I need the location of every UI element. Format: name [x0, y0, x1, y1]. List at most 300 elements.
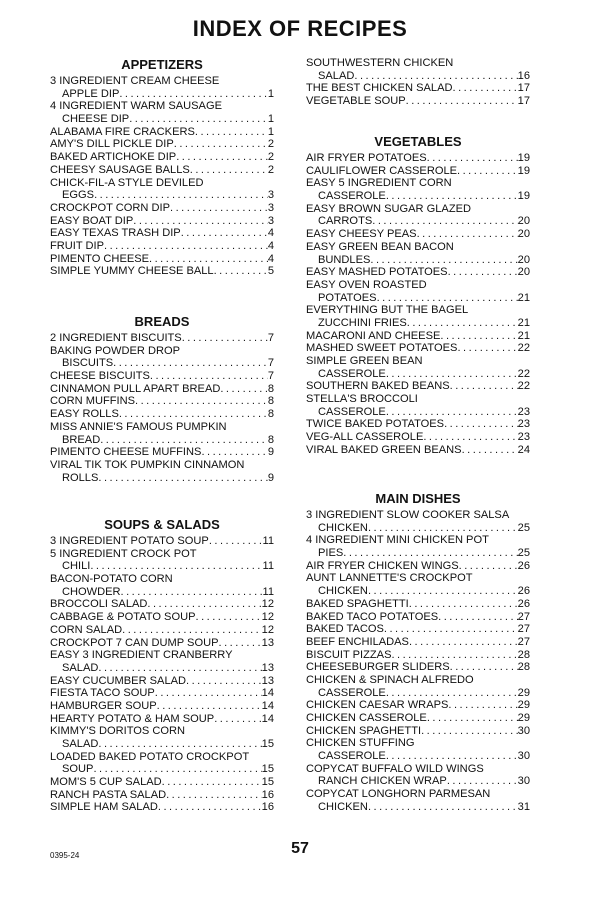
dot-leader	[181, 227, 268, 240]
section-breads	[50, 312, 274, 484]
recipe-line	[306, 611, 530, 624]
recipe-line	[50, 637, 274, 650]
recipe-line	[50, 700, 274, 713]
recipe-name: BUNDLES	[318, 253, 371, 266]
recipe-entry	[50, 408, 274, 421]
recipe-name: CABBAGE & POTATO SOUP	[50, 611, 196, 624]
recipe-line	[306, 444, 530, 457]
recipe-page: 2	[267, 138, 274, 151]
dot-leader	[147, 598, 261, 611]
recipe-name: CASSEROLE	[318, 405, 386, 418]
recipe-entry	[306, 152, 530, 165]
dot-leader	[214, 265, 268, 278]
dot-leader	[196, 611, 262, 624]
dot-leader	[343, 547, 517, 560]
recipe-entry	[306, 57, 530, 82]
recipe-entry	[50, 227, 274, 240]
recipe-line	[50, 713, 274, 726]
recipe-entry	[306, 241, 530, 266]
dot-leader	[122, 624, 262, 637]
recipe-entry	[306, 431, 530, 444]
recipe-entry	[306, 534, 530, 559]
recipe-name: BEEF ENCHILADAS	[306, 635, 409, 648]
recipe-page: 7	[267, 332, 274, 344]
recipe-entry	[50, 138, 274, 151]
dot-leader	[427, 712, 518, 725]
recipe-entry	[50, 637, 274, 650]
recipe-line	[306, 534, 530, 547]
recipe-page: 12	[261, 598, 274, 611]
recipe-line	[50, 408, 274, 421]
dot-leader	[100, 434, 268, 447]
recipe-line	[50, 751, 274, 764]
recipe-page: 3	[267, 214, 274, 227]
recipe-line	[306, 215, 530, 228]
recipe-line	[306, 687, 530, 700]
recipe-line	[306, 304, 530, 317]
recipe-entry	[306, 165, 530, 178]
recipe-page: 30	[517, 724, 530, 737]
recipe-page: 22	[517, 367, 530, 380]
recipe-line	[306, 368, 530, 381]
recipe-name: COPYCAT BUFFALO WILD WINGS	[306, 762, 484, 775]
recipe-line	[306, 190, 530, 203]
dot-leader	[368, 522, 518, 535]
recipe-line	[50, 624, 274, 637]
recipe-line	[306, 775, 530, 788]
recipe-line	[306, 661, 530, 674]
recipe-line	[306, 431, 530, 444]
recipe-entry	[50, 75, 274, 100]
recipe-name: CINNAMON PULL APART BREAD	[50, 382, 221, 395]
recipe-page: 26	[517, 597, 530, 610]
recipe-page: 28	[517, 648, 530, 661]
dot-leader	[135, 395, 268, 408]
recipe-name: EVERYTHING BUT THE BAGEL	[306, 304, 469, 317]
recipe-entry	[306, 598, 530, 611]
recipe-name: KIMMY'S DORITOS CORN	[50, 725, 186, 738]
recipe-name: ALABAMA FIRE CRACKERS	[50, 125, 195, 138]
recipe-line	[306, 572, 530, 585]
dot-leader	[444, 418, 518, 431]
dot-leader	[149, 253, 268, 266]
print-code: 0395-24	[50, 851, 80, 860]
recipe-page: 28	[517, 661, 530, 674]
recipe-page: 16	[261, 801, 274, 814]
recipe-line	[306, 57, 530, 70]
recipe-line	[306, 266, 530, 279]
recipe-line	[50, 189, 274, 202]
recipe-line	[50, 345, 274, 358]
dot-leader	[457, 342, 517, 355]
recipe-page: 19	[517, 164, 530, 177]
recipe-page: 8	[267, 382, 274, 395]
recipe-name: EASY TEXAS TRASH DIP	[50, 227, 181, 240]
recipe-entry	[306, 355, 530, 380]
recipe-line	[306, 623, 530, 636]
recipe-line	[50, 395, 274, 408]
recipe-line	[306, 228, 530, 241]
recipe-page: 11	[262, 585, 274, 598]
recipe-entry	[306, 330, 530, 343]
recipe-name: 5 INGREDIENT CROCK POT	[50, 547, 197, 560]
recipe-name: EASY 5 INGREDIENT CORN	[306, 177, 452, 190]
recipe-page: 15	[261, 776, 274, 789]
recipe-page: 7	[267, 357, 274, 370]
recipe-line	[306, 82, 530, 95]
recipe-entry	[306, 177, 530, 202]
recipe-name: BAKED TACO POTATOES	[306, 610, 439, 623]
recipe-entry	[50, 535, 274, 548]
recipe-line	[50, 434, 274, 447]
recipe-page: 21	[517, 291, 530, 304]
recipe-line	[306, 70, 530, 83]
recipe-name: CHEESY SAUSAGE BALLS	[50, 163, 190, 176]
recipe-line	[50, 662, 274, 675]
recipe-line	[306, 406, 530, 419]
dot-leader	[440, 330, 517, 343]
section-main-dishes	[306, 489, 530, 814]
recipe-line	[50, 370, 274, 383]
dot-leader	[450, 380, 518, 393]
recipe-line	[50, 151, 274, 164]
recipe-name: CROCKPOT 7 CAN DUMP SOUP	[50, 636, 219, 649]
recipe-name: AIR FRYER CHICKEN WINGS	[306, 559, 459, 572]
recipe-entry	[306, 560, 530, 573]
recipe-name: PIMENTO CHEESE MUFFINS	[50, 446, 202, 459]
recipe-name: EASY ROLLS	[50, 408, 119, 421]
recipe-name: BISCUIT PIZZAS	[306, 648, 392, 661]
dot-leader	[98, 472, 267, 485]
recipe-line	[306, 725, 530, 738]
recipe-name: EASY BOAT DIP	[50, 214, 134, 227]
dot-leader	[453, 82, 518, 95]
dot-leader	[406, 95, 518, 108]
recipe-name: CHICKEN SPAGHETTI	[306, 724, 422, 737]
recipe-entry	[306, 228, 530, 241]
recipe-line	[50, 88, 274, 101]
recipe-name: BAKED ARTICHOKE DIP	[50, 151, 177, 164]
recipe-page: 25	[517, 547, 530, 560]
dot-leader	[368, 585, 518, 598]
recipe-entry	[306, 649, 530, 662]
recipe-page: 17	[517, 95, 530, 108]
recipe-page: 23	[517, 405, 530, 418]
recipe-name: EASY MASHED POTATOES	[306, 266, 448, 279]
recipe-line	[50, 776, 274, 789]
recipe-line	[306, 254, 530, 267]
page-number: 57	[291, 840, 309, 857]
dot-leader	[421, 725, 518, 738]
recipe-line	[50, 548, 274, 561]
recipe-name: CHEESEBURGER SLIDERS	[306, 661, 450, 674]
recipe-line	[306, 598, 530, 611]
recipe-line	[50, 202, 274, 215]
recipe-line	[50, 332, 274, 345]
recipe-name: 3 INGREDIENT POTATO SOUP	[50, 535, 209, 547]
recipe-line	[306, 330, 530, 343]
recipe-page: 11	[262, 535, 274, 547]
dot-leader	[186, 675, 262, 688]
recipe-entry	[50, 164, 274, 177]
recipe-name: SOUP	[62, 763, 94, 776]
recipe-name: TWICE BAKED POTATOES	[306, 418, 445, 431]
recipe-name: BACON-POTATO CORN	[50, 573, 173, 586]
recipe-entry	[50, 548, 274, 573]
recipe-entry	[50, 265, 274, 278]
dot-leader	[158, 801, 262, 814]
section-heading: BREADS	[134, 314, 190, 329]
recipe-line	[306, 509, 530, 522]
recipe-page: 1	[267, 113, 274, 126]
recipe-name: SIMPLE YUMMY CHEESE BALL	[50, 265, 214, 278]
dot-leader	[462, 444, 518, 457]
recipe-page: 20	[517, 266, 530, 279]
recipe-name: BROCCOLI SALAD	[50, 598, 148, 611]
dot-leader	[407, 317, 518, 330]
recipe-name: SALAD	[62, 738, 99, 750]
recipe-name: CASSEROLE	[318, 686, 386, 699]
recipe-line	[306, 522, 530, 535]
recipe-name: MISS ANNIE'S FAMOUS PUMPKIN	[50, 420, 227, 433]
dot-leader	[157, 700, 262, 713]
recipe-name: 3 INGREDIENT CREAM CHEESE	[50, 75, 220, 87]
recipe-name: CAULIFLOWER CASSEROLE	[306, 164, 458, 177]
recipe-line	[306, 560, 530, 573]
recipe-page: 13	[261, 674, 274, 687]
dot-leader	[386, 406, 518, 419]
recipe-line	[306, 95, 530, 108]
dot-leader	[391, 649, 517, 662]
recipe-page: 1	[267, 87, 274, 100]
recipe-name: AMY'S DILL PICKLE DIP	[50, 138, 174, 151]
recipe-name: VEG-ALL CASSEROLE	[306, 431, 424, 444]
recipe-line	[50, 535, 274, 548]
dot-leader	[386, 687, 518, 700]
recipe-line	[50, 687, 274, 700]
recipe-name: HAMBURGER SOUP	[50, 699, 157, 712]
recipe-entry	[50, 459, 274, 484]
recipe-entry	[50, 801, 274, 814]
dot-leader	[450, 661, 518, 674]
dot-leader	[384, 623, 518, 636]
recipe-name: VIRAL TIK TOK PUMPKIN CINNAMON	[50, 458, 245, 471]
recipe-line	[50, 472, 274, 485]
recipe-entry	[50, 215, 274, 228]
recipe-line	[306, 317, 530, 330]
dot-leader	[119, 88, 267, 101]
recipe-name: BAKED SPAGHETTI	[306, 597, 409, 610]
recipe-name: EGGS	[62, 189, 95, 202]
recipe-entry	[50, 700, 274, 713]
recipe-entry	[50, 751, 274, 776]
recipe-line	[50, 573, 274, 586]
section-heading: MAIN DISHES	[375, 491, 461, 506]
recipe-page: 26	[517, 585, 530, 598]
recipe-line	[50, 240, 274, 253]
recipe-line	[306, 292, 530, 305]
recipe-entry	[50, 446, 274, 459]
recipe-name: EASY 3 INGREDIENT CRANBERRY	[50, 649, 233, 662]
recipe-name: RANCH CHICKEN WRAP	[318, 775, 447, 788]
recipe-line	[306, 165, 530, 178]
recipe-page: 29	[517, 712, 530, 724]
dot-leader	[368, 801, 518, 814]
recipe-line	[50, 801, 274, 814]
recipe-name: POTATOES	[318, 291, 377, 304]
recipe-entry	[50, 345, 274, 370]
section-appetizers	[50, 55, 274, 278]
section-soups-salads	[50, 515, 274, 814]
recipe-name: 2 INGREDIENT BISCUITS	[50, 332, 182, 344]
recipe-page: 14	[261, 699, 274, 712]
dot-leader	[372, 215, 517, 228]
recipe-name: CASSEROLE	[318, 190, 386, 203]
recipe-name: AUNT LANNETTE'S CROCKPOT	[306, 572, 473, 585]
recipe-page: 21	[517, 316, 530, 329]
recipe-entry	[50, 789, 274, 802]
recipe-page: 24	[517, 443, 530, 456]
dot-leader	[459, 560, 518, 573]
recipe-line	[50, 138, 274, 151]
recipe-page: 21	[517, 329, 530, 342]
recipe-line	[50, 649, 274, 662]
dot-leader	[219, 637, 262, 650]
recipe-page: 16	[261, 788, 274, 801]
recipe-name: CORN SALAD	[50, 623, 123, 636]
dot-leader	[427, 152, 518, 165]
recipe-page: 12	[261, 611, 274, 624]
dot-leader	[119, 408, 268, 421]
recipe-page: 3	[267, 201, 274, 214]
recipe-entry	[306, 444, 530, 457]
recipe-name: CHICKEN	[318, 521, 368, 534]
dot-leader	[133, 215, 268, 228]
recipe-entry	[50, 624, 274, 637]
recipe-page: 23	[517, 418, 530, 431]
recipe-line	[306, 279, 530, 292]
recipe-entry	[306, 380, 530, 393]
dot-leader	[94, 189, 268, 202]
recipe-name: SOUTHWESTERN CHICKEN	[306, 57, 454, 69]
recipe-entry	[50, 725, 274, 750]
recipe-entry	[306, 623, 530, 636]
recipe-line	[306, 547, 530, 560]
recipe-page: 26	[517, 559, 530, 572]
recipe-entry	[50, 151, 274, 164]
recipe-name: HEARTY POTATO & HAM SOUP	[50, 712, 215, 725]
recipe-line	[50, 265, 274, 278]
recipe-line	[306, 788, 530, 801]
recipe-name: CHICK-FIL-A STYLE DEVILED	[50, 176, 204, 189]
dot-leader	[438, 611, 518, 624]
recipe-page: 23	[517, 431, 530, 444]
dot-leader	[386, 190, 518, 203]
recipe-entry	[306, 203, 530, 228]
dot-leader	[98, 662, 261, 675]
recipe-name: CHOWDER	[62, 585, 121, 598]
recipe-line	[306, 418, 530, 431]
recipe-line	[50, 177, 274, 190]
recipe-line	[50, 763, 274, 776]
recipe-line	[50, 126, 274, 139]
recipe-page: 5	[267, 265, 274, 278]
recipe-name: SALAD	[318, 69, 355, 82]
recipe-page: 4	[267, 252, 274, 265]
recipe-entry	[306, 279, 530, 304]
recipe-name: CASSEROLE	[318, 750, 386, 763]
recipe-line	[50, 611, 274, 624]
recipe-name: CASSEROLE	[318, 367, 386, 380]
recipe-name: CORN MUFFINS	[50, 395, 136, 408]
dot-leader	[166, 789, 262, 802]
recipe-line	[306, 152, 530, 165]
dot-leader	[113, 357, 268, 370]
recipe-name: EASY GREEN BEAN BACON	[306, 240, 454, 253]
section-heading: VEGETABLES	[374, 134, 462, 149]
recipe-name: PIES	[318, 547, 344, 560]
recipe-name: LOADED BAKED POTATO CROCKPOT	[50, 750, 250, 763]
recipe-page: 14	[261, 712, 274, 725]
recipe-page: 19	[517, 152, 530, 164]
recipe-line	[50, 357, 274, 370]
recipe-page: 20	[517, 215, 530, 228]
recipe-page: 30	[517, 750, 530, 763]
recipe-name: ZUCCHINI FRIES	[318, 316, 407, 329]
recipe-line	[306, 203, 530, 216]
recipe-line	[50, 789, 274, 802]
dot-leader	[121, 586, 263, 599]
section-soups-salads-continued	[306, 57, 530, 108]
recipe-entry	[306, 82, 530, 95]
recipe-entry	[50, 253, 274, 266]
recipe-name: CARROTS	[318, 215, 373, 228]
recipe-page: 19	[517, 190, 530, 203]
dot-leader	[90, 560, 262, 573]
recipe-name: CHICKEN	[318, 800, 368, 813]
recipe-line	[50, 227, 274, 240]
recipe-entry	[50, 126, 274, 139]
recipe-name: 4 INGREDIENT MINI CHICKEN POT	[306, 534, 489, 547]
recipe-entry	[50, 177, 274, 202]
recipe-line	[306, 737, 530, 750]
recipe-page: 4	[267, 239, 274, 252]
dot-leader	[386, 750, 518, 763]
recipe-page: 22	[517, 342, 530, 355]
recipe-line	[50, 383, 274, 396]
recipe-entry	[50, 776, 274, 789]
recipe-line	[306, 750, 530, 763]
recipe-name: VIRAL BAKED GREEN BEANS	[306, 443, 462, 456]
page-title: INDEX OF RECIPES	[192, 16, 408, 41]
recipe-line	[306, 342, 530, 355]
recipe-page: 13	[261, 636, 274, 649]
recipe-entry	[50, 370, 274, 383]
dot-leader	[209, 535, 263, 548]
dot-leader	[423, 431, 517, 444]
dot-leader	[417, 228, 518, 241]
dot-leader	[98, 738, 261, 751]
recipe-name: APPLE DIP	[62, 87, 120, 100]
recipe-entry	[50, 649, 274, 674]
recipe-line	[306, 674, 530, 687]
recipe-page: 27	[517, 623, 530, 636]
dot-leader	[176, 151, 268, 164]
dot-leader	[370, 254, 517, 267]
recipe-name: EASY CHEESY PEAS	[306, 228, 417, 241]
dot-leader	[409, 598, 518, 611]
recipe-name: CHICKEN	[318, 585, 368, 598]
